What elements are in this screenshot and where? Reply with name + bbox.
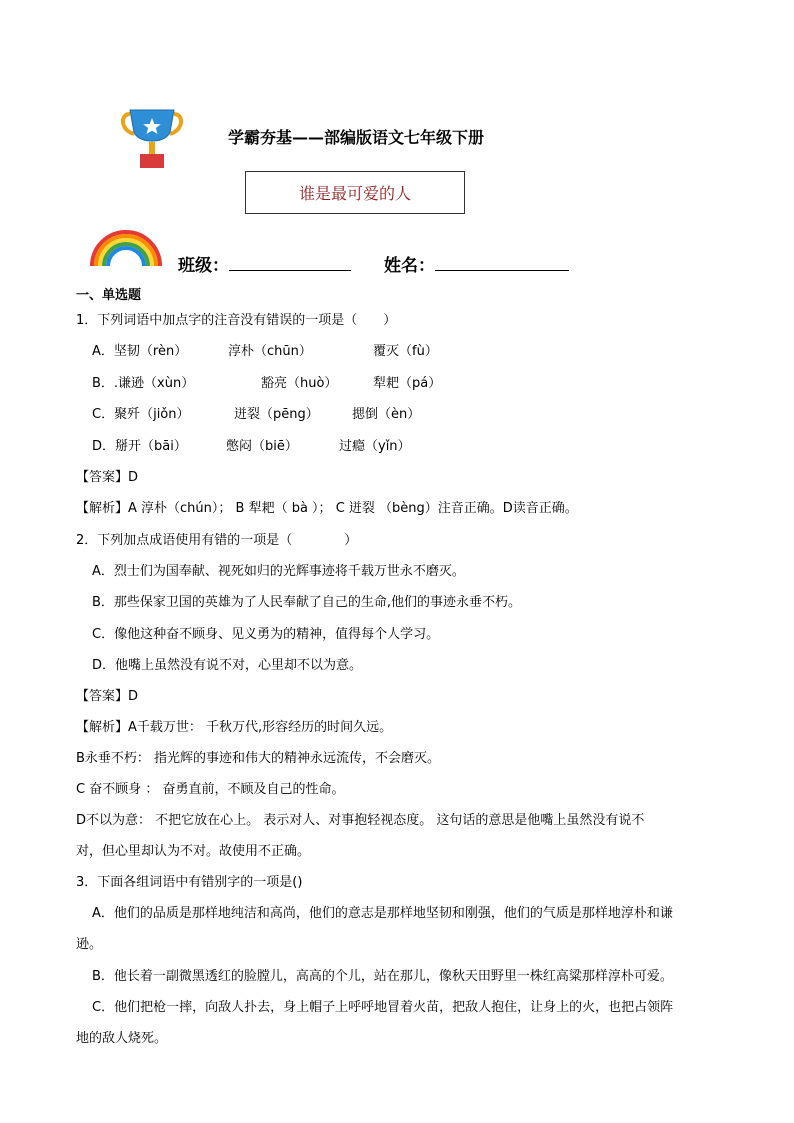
name-label: 姓名： xyxy=(384,256,435,276)
q2-analysis-line: D不以为意： 不把它放在心上。 表示对人、对事抱轻视态度。 这句话的意思是他嘴上虽然没有说不 xyxy=(76,813,645,828)
q1-option-d-3: 过瘾（yǐn） xyxy=(339,439,411,454)
q3-stem: 3．下面各组词语中有错别字的一项是() xyxy=(76,875,303,890)
q2-stem: 2．下列加点成语使用有错的一项是（ ） xyxy=(76,533,358,548)
class-blank[interactable] xyxy=(229,254,351,271)
q1-option-d-1: D．掰开（bāi） xyxy=(92,439,187,454)
q2-option-b: B．那些保家卫国的英雄为了人民奉献了自己的生命,他们的事迹永垂不朽。 xyxy=(92,595,522,610)
q1-option-a-3: 覆灭（fù） xyxy=(373,344,438,359)
q2-analysis-line: 对，但心里却认为不对。故使用不正确。 xyxy=(76,844,311,859)
class-label: 班级： xyxy=(178,256,229,276)
q1-option-a-2: 淳朴（chūn） xyxy=(228,344,312,359)
q2-analysis-line: C 奋不顾身 ： 奋勇直前，不顾及自己的性命。 xyxy=(76,782,345,797)
class-field xyxy=(178,254,351,277)
q1-option-c-1: C．聚歼（jiǒn） xyxy=(92,407,190,422)
q1-analysis: 【解析】A 淳朴（chún）； B 犁耙（ bà ）； C 迸裂 （bèng）注音正确。D读音正确。 xyxy=(76,501,578,516)
q2-answer: 【答案】D xyxy=(76,689,139,704)
q1-answer: 【答案】D xyxy=(76,470,139,485)
q1-option-b-3: 犁耙（pá） xyxy=(373,376,442,391)
q1-option-a-1: A．坚韧（rèn） xyxy=(92,344,188,359)
q1-option-b-1: B．.谦逊（xùn） xyxy=(92,376,195,391)
q3-option-c-line: 地的敌人烧死。 xyxy=(76,1031,168,1046)
q1-option-c-2: 迸裂（pēng） xyxy=(234,407,319,422)
q2-option-a: A．烈士们为国奉献、视死如归的光辉事迹将千载万世永不磨灭。 xyxy=(92,564,465,579)
q1-stem: 1．下列词语中加点字的注音没有错误的一项是（ ） xyxy=(76,313,397,328)
q2-option-d: D．他嘴上虽然没有说不对，心里却不以为意。 xyxy=(92,658,363,673)
subtitle-box xyxy=(245,171,465,214)
q2-analysis-line: 【解析】A千载万世： 千秋万代,形容经历的时间久远。 xyxy=(76,720,393,735)
section-heading: 一、单选题 xyxy=(76,288,142,303)
q3-option-a-line: 逊。 xyxy=(76,937,103,952)
q3-option-a-line: A．他们的品质是那样地纯洁和高尚，他们的意志是那样地坚韧和刚强，他们的气质是那样地淳朴和谦 xyxy=(92,906,673,921)
q1-option-d-2: 憋闷（biē） xyxy=(226,439,298,454)
lesson-title: 谁是最可爱的人 xyxy=(298,184,411,203)
rainbow-icon xyxy=(88,226,164,268)
q2-option-c: C．像他这种奋不顾身、见义勇为的精神，值得每个人学习。 xyxy=(92,627,440,642)
q3-option-b: B．他长着一副微黑透红的脸膛儿，高高的个儿，站在那儿，像秋天田野里一株红高粱那样淳朴可爱。 xyxy=(92,969,673,984)
q1-option-b-2: 豁亮（huò） xyxy=(261,376,338,391)
name-field xyxy=(384,254,569,277)
q2-analysis-line: B永垂不朽： 指光辉的事迹和伟大的精神永远流传，不会磨灭。 xyxy=(76,751,441,766)
q3-option-c-line: C．他们把枪一摔，向敌人扑去，身上帽子上呼呼地冒着火苗，把敌人抱住，让身上的火，也把占领阵 xyxy=(92,1000,674,1015)
trophy-icon xyxy=(118,108,186,170)
name-blank[interactable] xyxy=(435,254,569,271)
q1-option-c-3: 揌倒（èn） xyxy=(352,407,421,422)
page-title: 学霸夯基——部编版语文七年级下册 xyxy=(228,128,485,147)
